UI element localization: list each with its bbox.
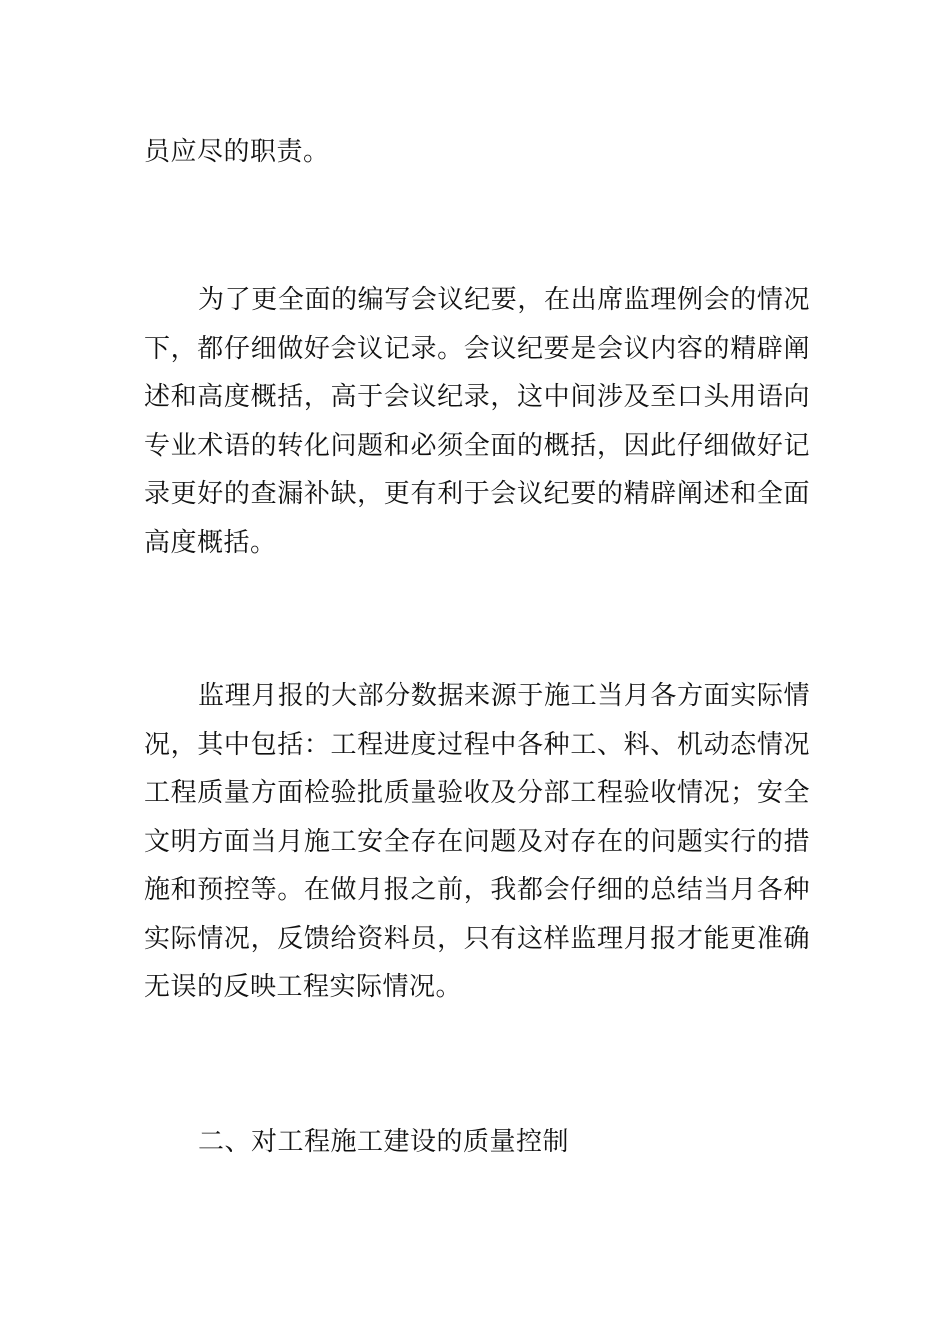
section-heading: 二、对工程施工建设的质量控制 bbox=[198, 1127, 570, 1157]
paragraph-continuation: 员应尽的职责。 bbox=[144, 137, 330, 167]
paragraph-monthly-report: 监理月报的大部分数据来源于施工当月各方面实际情况，其中包括：工程进度过程中各种工、料、机动态情况工程质量方面检验批质量验收及分部工程验收情况；安全文明方面当月施工安全存在问题及对存在的问题实行的措施和预控等。在做月报之前，我都会仔细的总结当月各种实际情况，反馈给资料员，只有这样监理月报才能更准确无误的反映工程实际情况。 bbox=[144, 681, 810, 1002]
paragraph-meeting-minutes: 为了更全面的编写会议纪要，在出席监理例会的情况下，都仔细做好会议记录。会议纪要是会议内容的精辟阐述和高度概括，高于会议纪录，这中间涉及至口头用语向专业术语的转化问题和必须全面的概括，因此仔细做好记录更好的查漏补缺，更有利于会议纪要的精辟阐述和全面高度概括。 bbox=[144, 285, 810, 558]
